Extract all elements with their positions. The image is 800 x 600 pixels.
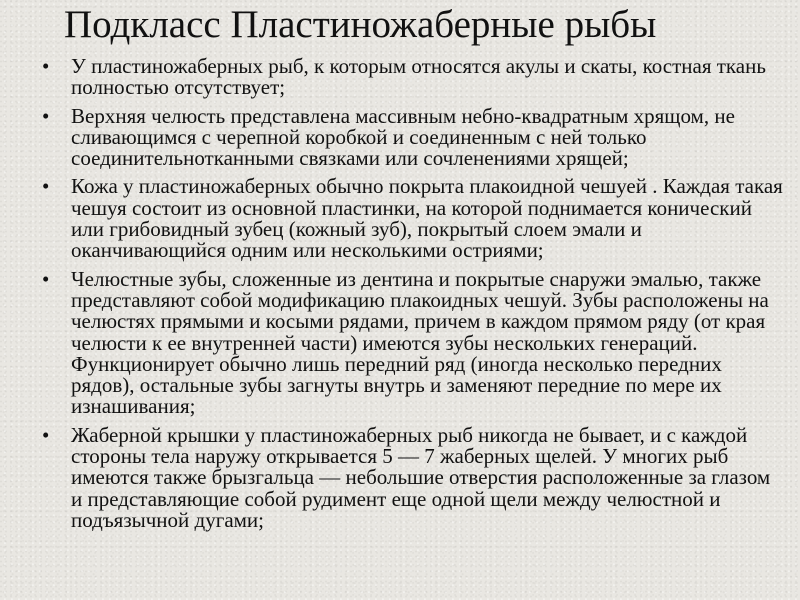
- bullet-item: [0, 103, 800, 171]
- bullet-item: [0, 176, 800, 261]
- bullet-text: Кожа у пластиножаберных обычно покрыта плакоидной чешуей . Каждая такая чешуя состоит из основной пластинки, на которой поднимается конический или грибовидный зубец (кожный зуб), покрытый слоем эмали и оканчивающийся одним или несколькими остриями;: [71, 174, 783, 263]
- bullet-text: У пластиножаберных рыб, к которым относятся акулы и скаты, костная ткань полностью отсутствует;: [71, 54, 766, 100]
- slide-title: Подкласс Пластиножаберные рыбы: [64, 3, 657, 46]
- bullet-dot-icon: •: [42, 174, 50, 199]
- bullet-dot-icon: •: [42, 54, 50, 78]
- bullet-item: [0, 266, 800, 419]
- bullet-item: [0, 422, 800, 532]
- bullet-list: [0, 56, 800, 538]
- bullet-text: Челюстные зубы, сложенные из дентина и покрытые снаружи эмалью, также представляют собой модификацию плакоидных чешуй. Зубы расположены на челюстях прямыми и косыми рядами, причем в каждом прямом ряду (от края челюсти к ее внутренней части) имеются зубы нескольких генераций. Функционирует обычно лишь передний ряд (иногда несколько передних рядов), остальные зубы загнуты внутрь и заменяют передние по мере их изнашивания;: [71, 266, 769, 419]
- bullet-dot-icon: •: [42, 266, 50, 291]
- bullet-dot-icon: •: [42, 103, 50, 128]
- bullet-item: [0, 56, 800, 99]
- bullet-text: Верхняя челюсть представлена массивным небно-квадратным хрящом, не сливающимся с черепной коробкой и соединенным с ней только соединительнотканными связками или сочленениями хрящей;: [71, 103, 735, 171]
- bullet-dot-icon: •: [42, 422, 50, 447]
- bullet-text: Жаберной крышки у пластиножаберных рыб никогда не бывает, и с каждой стороны тела наружу открывается 5 — 7 жаберных щелей. У многих рыб имеются также брызгальца — небольшие отверстия расположенные за глазом и представляющие собой рудимент еще одной щели между челюстной и подъязычной дугами;: [71, 422, 771, 532]
